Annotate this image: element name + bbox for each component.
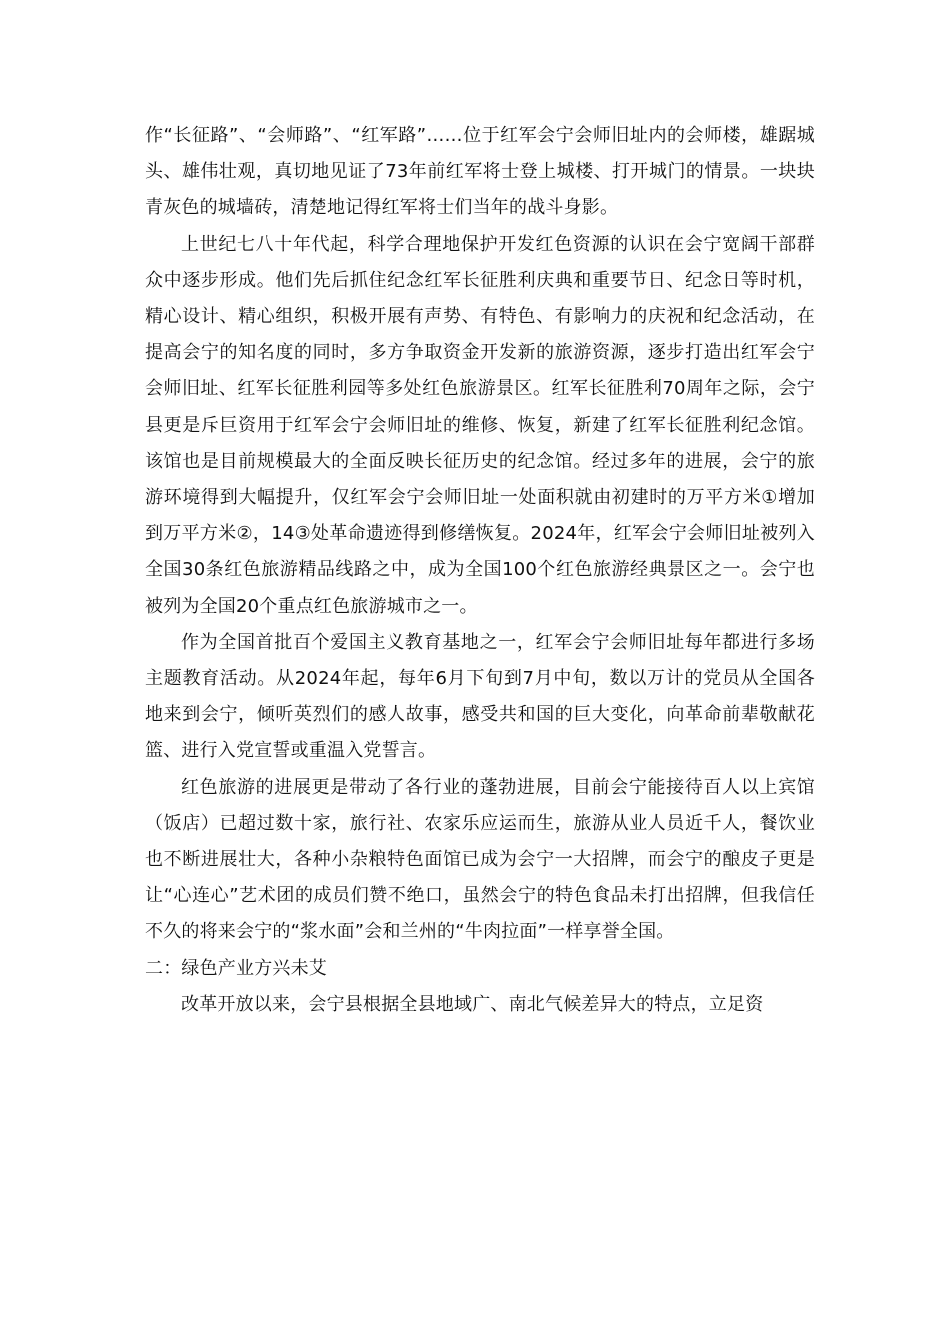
paragraph-2: 上世纪七八十年代起，科学合理地保护开发红色资源的认识在会宁宽阔干部群众中逐步形成。他们先后抓住纪念红军长征胜利庆典和重要节日、纪念日等时机，精心设计、精心组织，积极开展有声势、有特色、有影响力的庆祝和纪念活动，在提高会宁的知名度的同时，多方争取资金开发新的旅游资源，逐步打造出红军会宁会师旧址、红军长征胜利园等多处红色旅游景区。红军长征胜利70周年之际，会宁县更是斥巨资用于红军会宁会师旧址的维修、恢复，新建了红军长征胜利纪念馆。该馆也是目前规模最大的全面反映长征历史的纪念馆。经过多年的进展，会宁的旅游环境得到大幅提升，仅红军会宁会师旧址一处面积就由初建时的万平方米①增加到万平方米②，14③处革命遗迹得到修缮恢复。2024年，红军会宁会师旧址被列入全国30条红色旅游精品线路之中，成为全国100个红色旅游经典景区之一。会宁也被列为全国20个重点红色旅游城市之一。	[145, 233, 815, 617]
section-heading: 二：绿色产业方兴未艾	[145, 957, 327, 979]
paragraph-1: 作“长征路”、“会师路”、“红军路”……位于红军会宁会师旧址内的会师楼，雄踞城头、雄伟壮观，真切地见证了73年前红军将士登上城楼、打开城门的情景。一块块青灰色的城墙砖，清楚地记得红军将士们当年的战斗身影。	[145, 125, 815, 219]
document-body	[145, 118, 815, 1023]
paragraph-3: 作为全国首批百个爱国主义教育基地之一，红军会宁会师旧址每年都进行多场主题教育活动。从2024年起，每年6月下旬到7月中旬，数以万计的党员从全国各地来到会宁，倾听英烈们的感人故事，感受共和国的巨大变化，向革命前辈敬献花篮、进行入党宣誓或重温入党誓言。	[145, 631, 815, 762]
paragraph-4: 红色旅游的进展更是带动了各行业的蓬勃进展，目前会宁能接待百人以上宾馆（饭店）已超过数十家，旅行社、农家乐应运而生，旅游从业人员近千人，餐饮业也不断进展壮大，各种小杂粮特色面馆已成为会宁一大招牌，而会宁的酿皮子更是让“心连心”艺术团的成员们赞不绝口，虽然会宁的特色食品未打出招牌，但我信任不久的将来会宁的“浆水面”会和兰州的“牛肉拉面”一样享誉全国。	[145, 776, 815, 943]
paragraph-5: 改革开放以来，会宁县根据全县地域广、南北气候差异大的特点，立足资	[181, 993, 764, 1015]
